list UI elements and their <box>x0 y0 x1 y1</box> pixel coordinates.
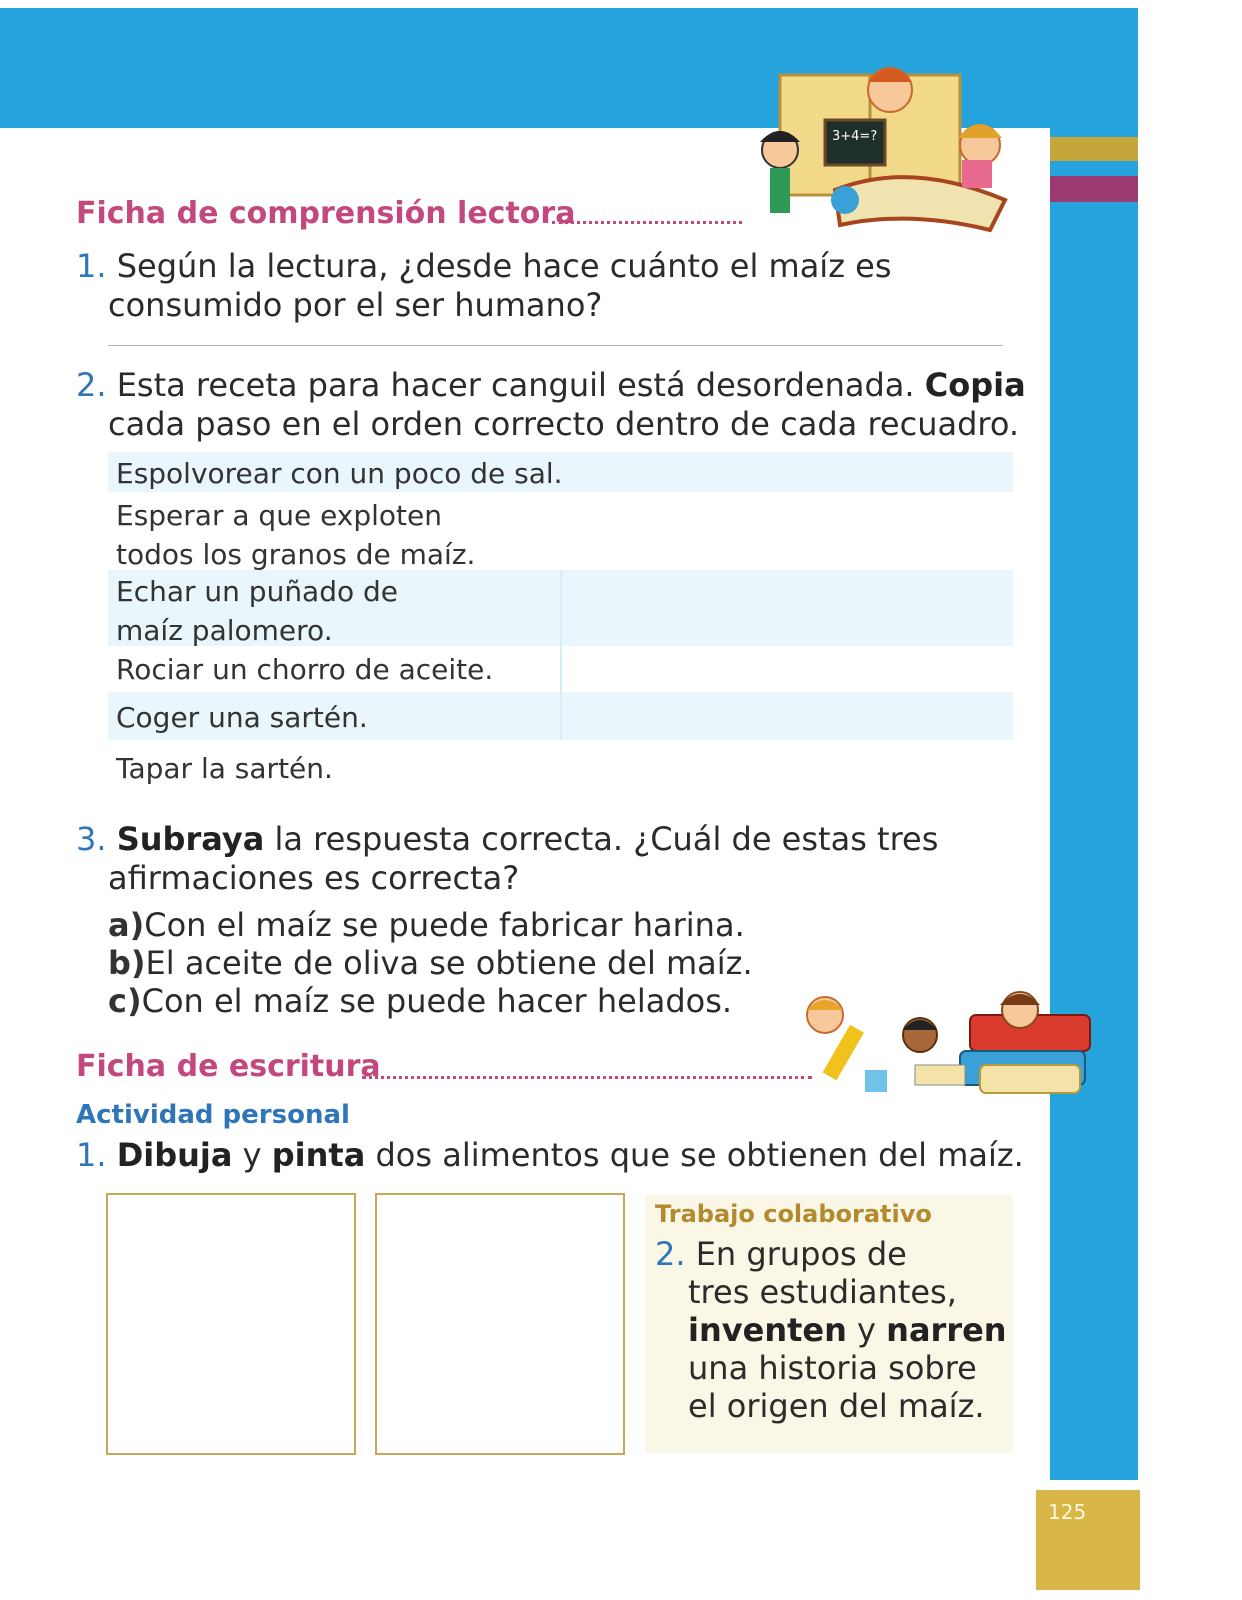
drawing-box-2[interactable] <box>375 1193 625 1455</box>
kids-reading-book-illustration <box>740 50 1040 240</box>
option-a[interactable]: a)Con el maíz se puede fabricar harina. <box>108 906 745 944</box>
title-dots <box>552 221 742 224</box>
question-number: 1. <box>76 247 107 285</box>
step-item: Coger una sartén. <box>116 701 368 734</box>
section-title-comprension: Ficha de comprensión lectora <box>76 196 576 231</box>
step-item: Espolvorear con un poco de sal. <box>116 457 563 490</box>
question-2 <box>76 366 1026 405</box>
side-tab-olive <box>1050 137 1138 161</box>
page-number: 125 <box>1048 1500 1087 1524</box>
question-number: 3. <box>76 820 107 858</box>
question-text: Esta receta para hacer canguil está desordenada. <box>116 366 915 404</box>
title-dots <box>362 1076 812 1079</box>
escritura-question-1: 1. Dibuja y pinta dos alimentos que se obtienen del maíz. <box>76 1136 1024 1174</box>
collaborative-line: tres estudiantes, <box>688 1273 957 1311</box>
step-item: Rociar un chorro de aceite. <box>116 653 494 686</box>
question-3 <box>76 820 938 859</box>
question-bold: Subraya <box>116 820 265 858</box>
question-text: la respuesta correcta. ¿Cuál de estas tres <box>264 820 939 858</box>
collaborative-line: una historia sobre <box>688 1349 977 1387</box>
step-item: Echar un puñado de maíz palomero. <box>116 575 399 647</box>
collaborative-title: Trabajo colaborativo <box>655 1200 932 1228</box>
question-1 <box>76 247 892 286</box>
section-title-escritura: Ficha de escritura <box>76 1049 381 1084</box>
question-bold: Copia <box>924 366 1026 404</box>
collaborative-question: 2. En grupos de <box>655 1235 907 1273</box>
step-item: Esperar a que exploten todos los granos de maíz. <box>116 499 476 571</box>
side-tab-purple <box>1050 176 1138 202</box>
answer-box-divider <box>560 570 562 740</box>
question-text: Según la lectura, ¿desde hace cuánto el maíz es <box>116 247 892 285</box>
question-2-line2: cada paso en el orden correcto dentro de cada recuadro. <box>108 405 1020 443</box>
option-c[interactable]: c)Con el maíz se puede hacer helados. <box>108 982 733 1020</box>
option-b[interactable]: b)El aceite de oliva se obtiene del maíz. <box>108 944 753 982</box>
svg-text:3+4=?: 3+4=? <box>832 129 878 144</box>
question-1-line2: consumido por el ser humano? <box>108 286 603 324</box>
collaborative-line: inventen y narren <box>688 1311 1007 1349</box>
collaborative-line: el origen del maíz. <box>688 1387 985 1425</box>
drawing-box-1[interactable] <box>106 1193 356 1455</box>
answer-line[interactable] <box>108 345 1003 346</box>
question-number: 2. <box>76 366 107 404</box>
side-band <box>1050 128 1138 1480</box>
step-item: Tapar la sartén. <box>116 752 333 785</box>
kids-with-books-illustration <box>795 985 1105 1110</box>
question-3-line2: afirmaciones es correcta? <box>108 859 520 897</box>
activity-subtitle: Actividad personal <box>76 1100 350 1130</box>
